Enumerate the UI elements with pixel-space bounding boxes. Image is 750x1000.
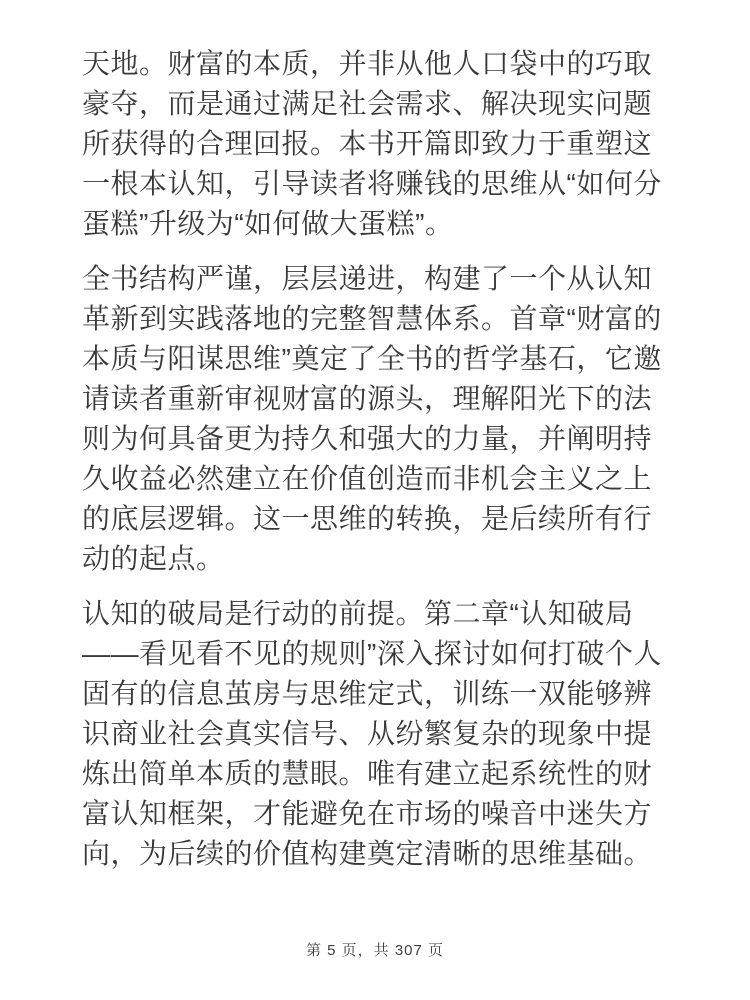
paragraph-1: 天地。财富的本质，并非从他人口袋中的巧取豪夺，而是通过满足社会需求、解决现实问题所获得的合理回报。本书开篇即致力于重塑这一根本认知，引导读者将赚钱的思维从“如何分蛋糕”升级为“如何做大蛋糕”。 bbox=[82, 48, 662, 239]
page-content bbox=[82, 44, 670, 874]
paragraph-2: 全书结构严谨，层层递进，构建了一个从认知革新到实践落地的完整智慧体系。首章“财富的本质与阳谋思维”奠定了全书的哲学基石，它邀请读者重新审视财富的源头，理解阳光下的法则为何具备更为持久和强大的力量，并阐明持久收益必然建立在价值创造而非机会主义之上的底层逻辑。这一思维的转换，是后续所有行动的起点。 bbox=[82, 263, 662, 574]
page-number-footer: 第 5 页，共 307 页 bbox=[305, 942, 445, 959]
paragraph-3: 认知的破局是行动的前提。第二章“认知破局——看见看不见的规则”深入探讨如何打破个人固有的信息茧房与思维定式，训练一双能够辨识商业社会真实信号、从纷繁复杂的现象中提炼出简单本质的慧眼。唯有建立起系统性的财富认知框架，才能避免在市场的噪音中迷失方向，为后续的价值构建奠定清晰的思维基础。 bbox=[82, 598, 662, 869]
